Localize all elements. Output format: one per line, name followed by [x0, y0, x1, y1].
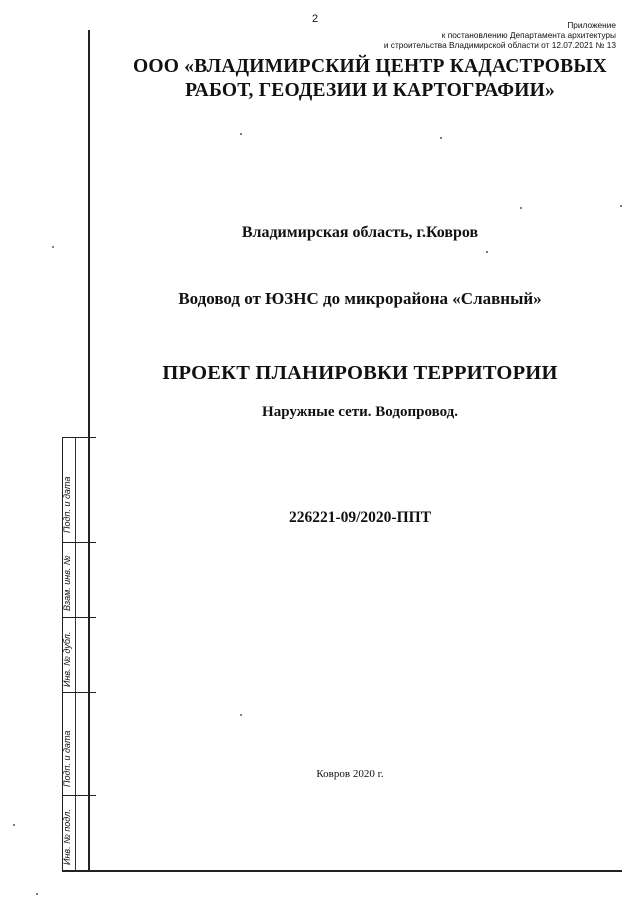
scan-speck — [620, 205, 622, 207]
stamp-divider — [62, 542, 96, 543]
scan-speck — [440, 137, 442, 139]
appendix-note — [316, 20, 616, 50]
appendix-line: Приложение — [567, 20, 616, 30]
stamp-label: Подп. и дата — [62, 730, 72, 787]
scan-speck — [13, 824, 15, 826]
stamp-label: Инв. № дубл. — [62, 631, 72, 687]
scan-speck — [36, 893, 38, 895]
stamp-divider — [62, 617, 96, 618]
scan-speck — [520, 207, 522, 209]
stamp-divider — [62, 692, 96, 693]
document-code: 226221-09/2020-ППТ — [288, 509, 432, 526]
stamp-divider — [62, 437, 96, 438]
side-stamp — [62, 437, 96, 870]
document-type: ПРОЕКТ ПЛАНИРОВКИ ТЕРРИТОРИИ — [162, 362, 558, 384]
stamp-label: Взам. инв. № — [62, 555, 72, 611]
scan-speck — [52, 246, 54, 248]
frame-border-bottom — [62, 870, 622, 872]
appendix-line: к постановлению Департамента архитектуры — [441, 30, 616, 40]
stamp-line — [75, 437, 76, 870]
stamp-divider — [62, 795, 96, 796]
appendix-line: и строительства Владимирской области от 12.07.2021 № 13 — [383, 40, 616, 50]
page-number: 2 — [312, 13, 319, 25]
city-year: Ковров 2020 г. — [316, 768, 384, 780]
scan-speck — [240, 133, 242, 135]
organization-line: РАБОТ, ГЕОДЕЗИИ И КАРТОГРАФИИ» — [185, 80, 555, 101]
scan-speck — [240, 714, 242, 716]
region-heading: Владимирская область, г.Ковров — [241, 224, 479, 241]
stamp-label: Инв. № подл. — [62, 809, 72, 865]
organization-line: ООО «ВЛАДИМИРСКИЙ ЦЕНТР КАДАСТРОВЫХ — [133, 56, 607, 77]
organization-title — [110, 55, 630, 103]
scan-speck — [486, 251, 488, 253]
stamp-label: Подп. и дата — [62, 476, 72, 533]
object-name: Водовод от ЮЗНС до микрорайона «Славный» — [178, 289, 542, 308]
section-title: Наружные сети. Водопровод. — [262, 404, 458, 420]
